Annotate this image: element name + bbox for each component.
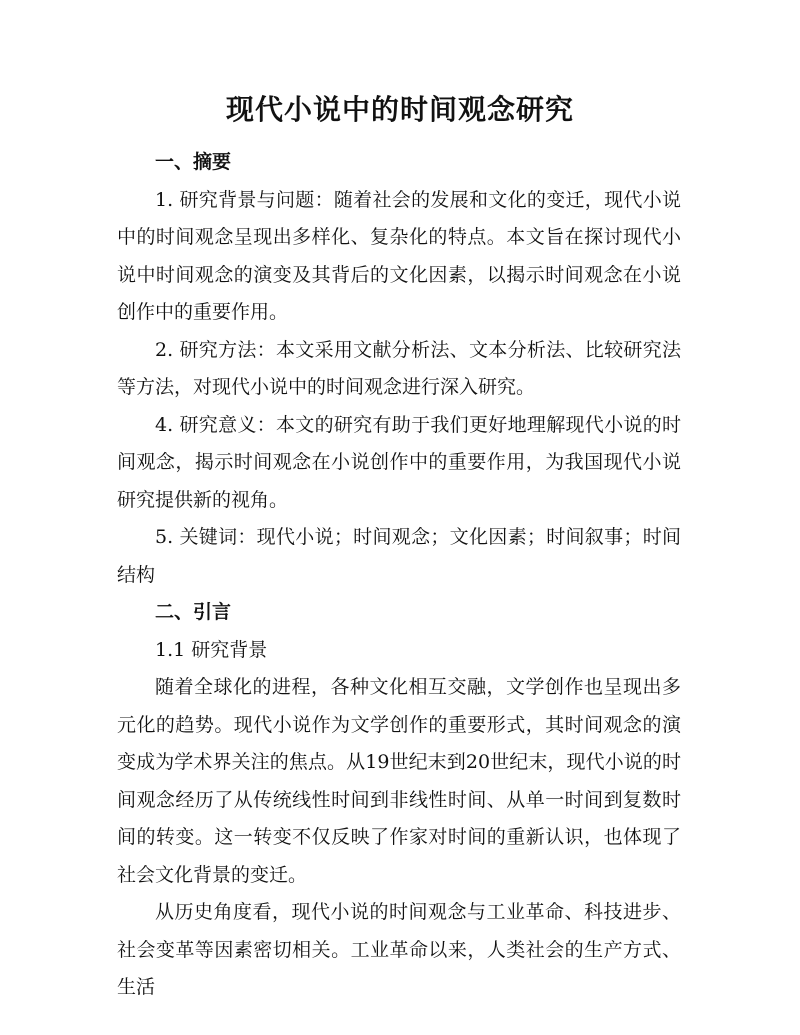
subsection-heading-background: 1.1 研究背景 [155,638,268,661]
abstract-paragraph-methods: 2. 研究方法：本文采用文献分析法、文本分析法、比较研究法等方法，对现代小说中的时间观念进行深入研究。 [117,338,681,398]
abstract-paragraph-significance: 4. 研究意义：本文的研究有助于我们更好地理解现代小说的时间观念，揭示时间观念在小说创作中的重要作用，为我国现代小说研究提供新的视角。 [117,413,681,511]
intro-paragraph-2: 从历史角度看，现代小说的时间观念与工业革命、科技进步、社会变革等因素密切相关。工业革命以来，人类社会的生产方式、生活 [117,901,681,998]
section-heading-introduction: 二、引言 [155,601,232,623]
abstract-paragraph-background: 1. 研究背景与问题：随着社会的发展和文化的变迁，现代小说中的时间观念呈现出多样化、复杂化的特点。本文旨在探讨现代小说中时间观念的演变及其背后的文化因素，以揭示时间观念在小说创作中的重要作用。 [117,188,681,323]
document-title: 现代小说中的时间观念研究 [225,93,574,126]
abstract-paragraph-keywords: 5. 关键词：现代小说；时间观念；文化因素；时间叙事；时间结构 [117,526,681,586]
intro-paragraph-1: 随着全球化的进程，各种文化相互交融，文学创作也呈现出多元化的趋势。现代小说作为文学创作的重要形式，其时间观念的演变成为学术界关注的焦点。从19世纪末到20世纪末，现代小说的时间观念经历了从传统线性时间到非线性时间、从单一时间到复数时间的转变。这一转变不仅反映了作家对时间的重新认识，也体现了社会文化背景的变迁。 [117,676,681,886]
document-body [117,144,681,1007]
section-heading-abstract: 一、摘要 [155,151,232,173]
